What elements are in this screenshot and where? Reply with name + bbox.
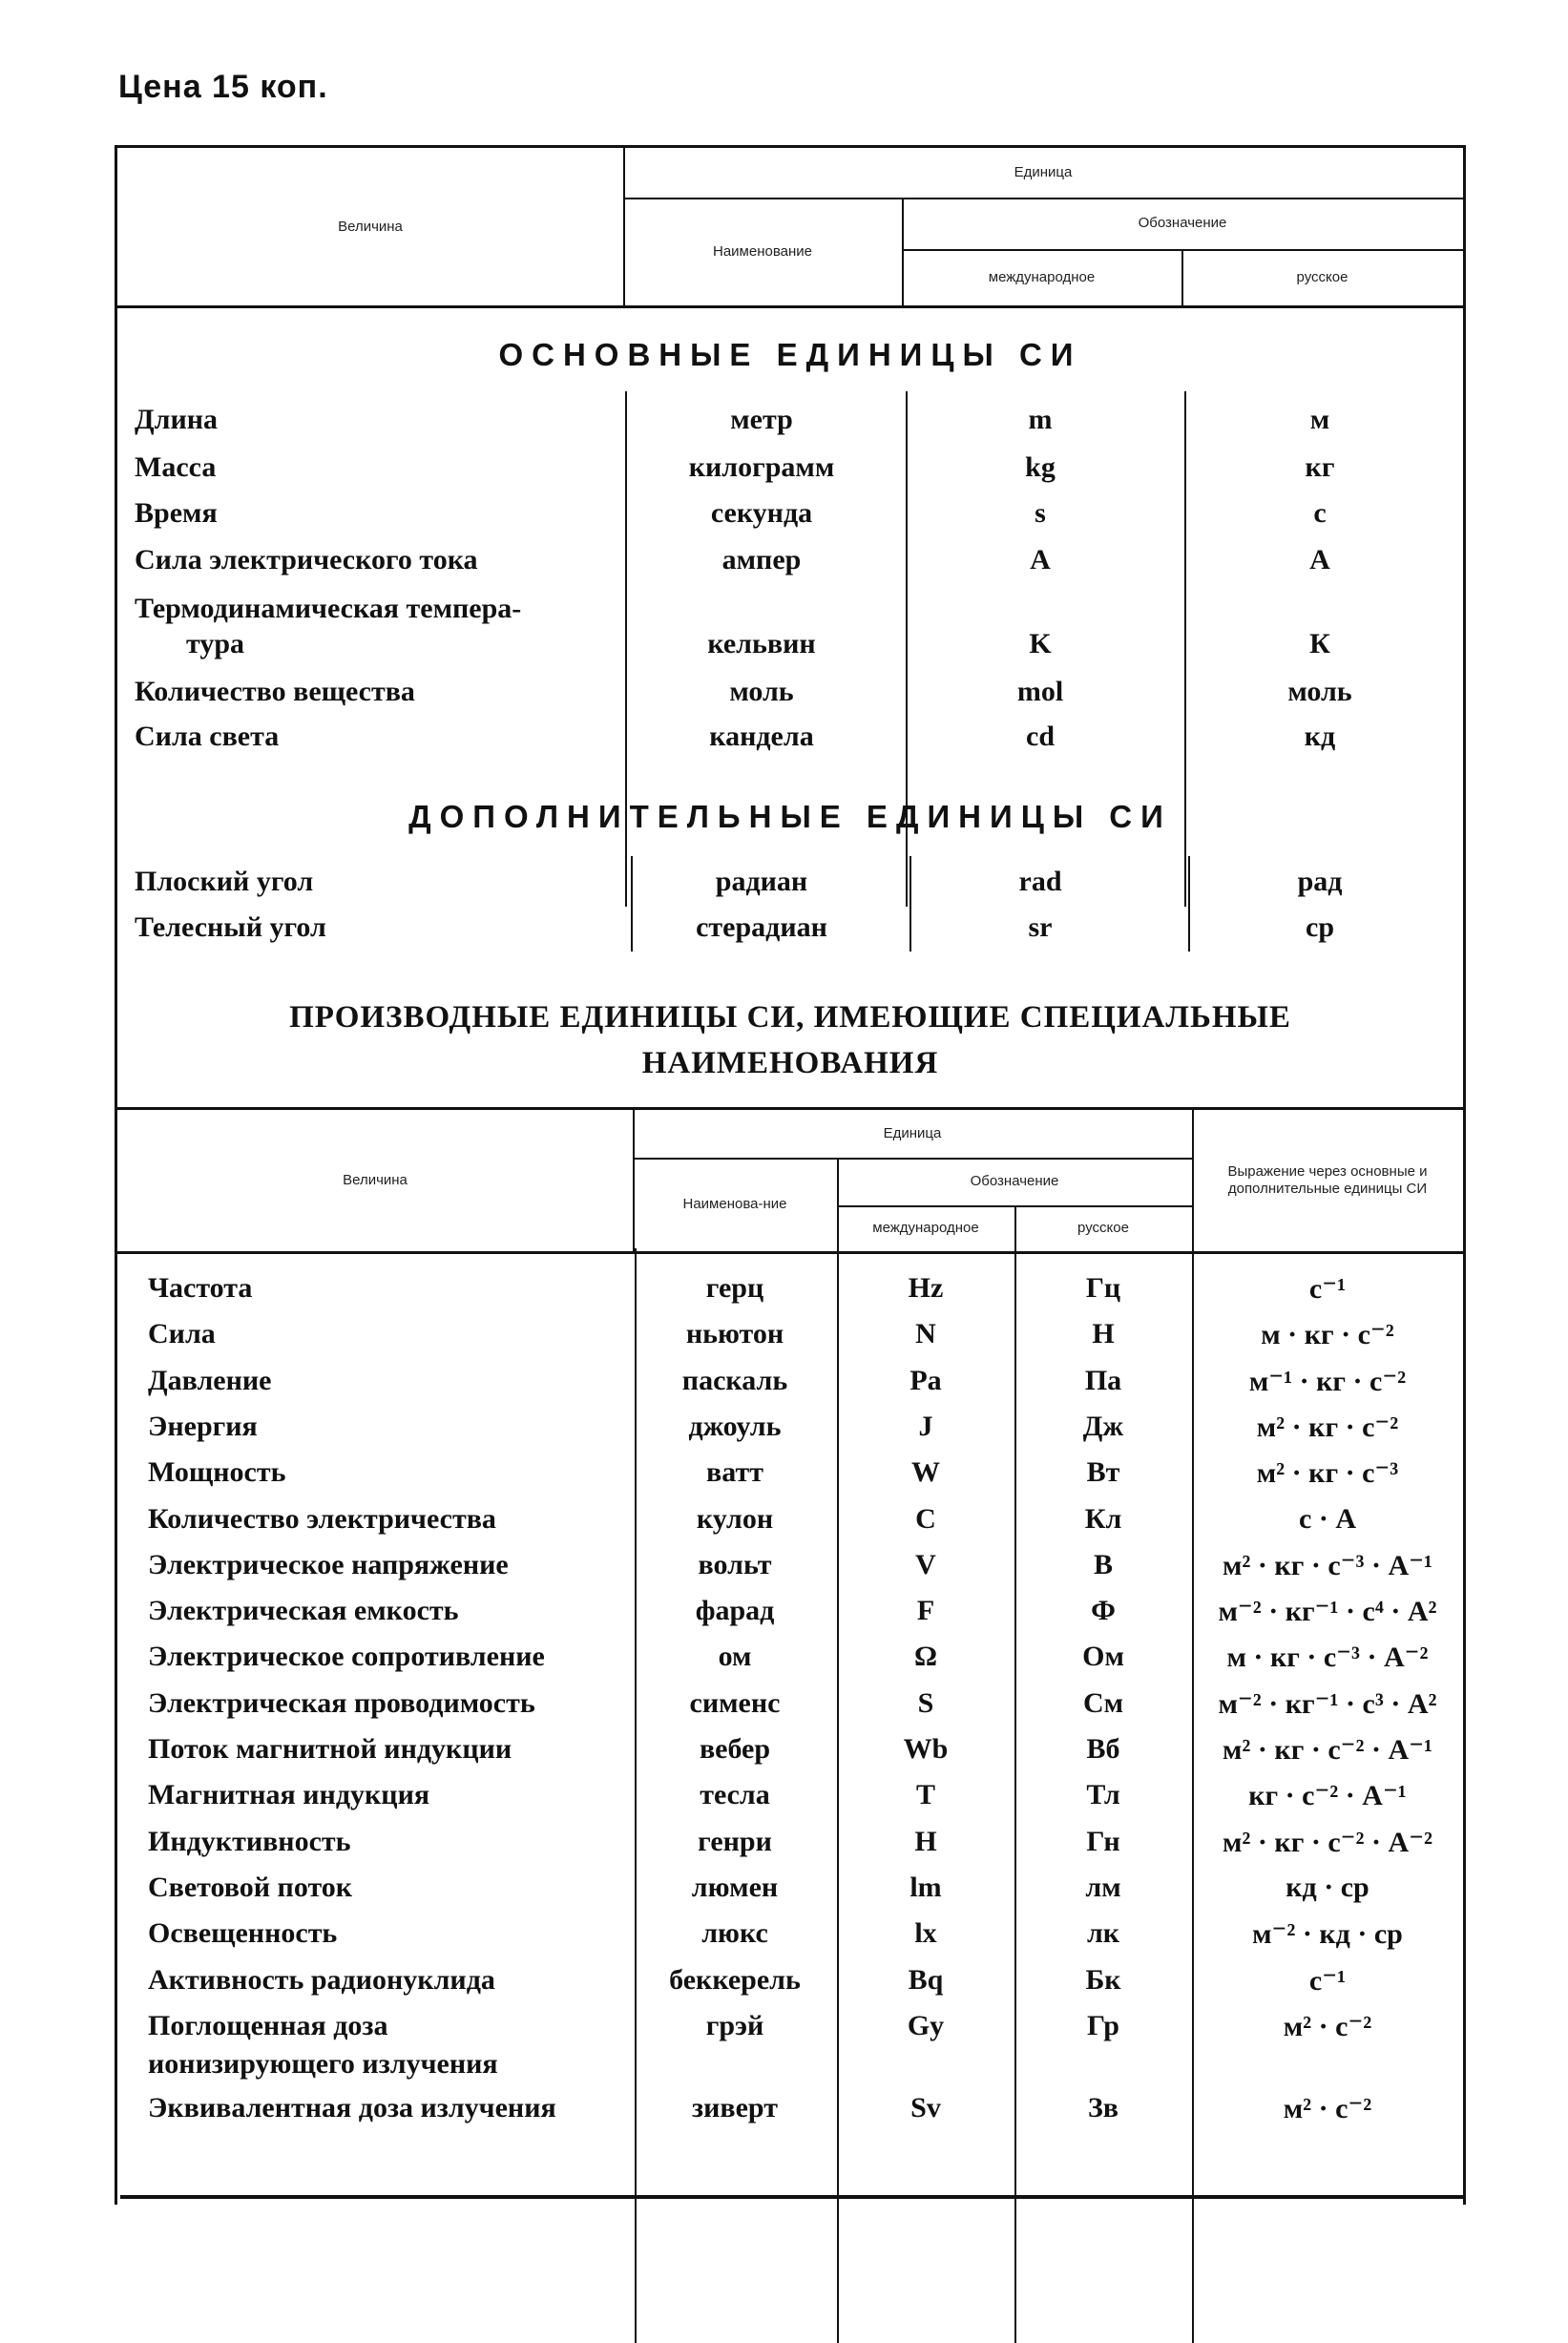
cell-e: м · кг · с⁻³ · А⁻²	[1226, 1642, 1429, 1674]
cell-i: Wb	[903, 1733, 949, 1765]
cell-q: Поглощенная доза	[148, 2009, 388, 2041]
table-row: Длина метр m м	[135, 404, 1330, 435]
cell-e: м² · кг · с⁻² · А⁻¹	[1223, 1734, 1432, 1766]
cell-q: Освещенность	[148, 1917, 338, 1950]
section-title-base: ОСНОВНЫЕ ЕДИНИЦЫ СИ	[498, 337, 1082, 372]
cell-r: Гц	[1085, 1272, 1121, 1304]
cell-q: Магнитная индукция	[148, 1779, 430, 1811]
cell-n: люмен	[691, 1871, 779, 1903]
cell-n: герц	[705, 1272, 764, 1304]
derived-header-designation: Обозначение	[970, 1173, 1059, 1189]
table-row	[117, 1272, 1463, 1318]
cell-n: сименс	[689, 1686, 781, 1719]
cell-r: Вт	[1086, 1456, 1120, 1489]
cell-i: C	[915, 1502, 936, 1535]
cell-i: lm	[909, 1871, 942, 1903]
cell-i: F	[916, 1595, 935, 1627]
cell-i: V	[915, 1548, 936, 1580]
cell-q: Активность радионуклида	[148, 1963, 495, 1996]
cell-n: ватт	[706, 1456, 763, 1489]
table-row: Масса килограмм kg кг	[135, 451, 1335, 483]
cell-r: Ом	[1082, 1641, 1124, 1673]
cell-r: Дж	[1082, 1410, 1124, 1442]
cell-i: lx	[914, 1917, 937, 1950]
cell-r: Вб	[1086, 1733, 1120, 1765]
table-row	[117, 1318, 1463, 1364]
cell-i: T	[915, 1779, 935, 1811]
cell-e: с⁻¹	[1308, 1964, 1347, 1997]
cell-n: вебер	[699, 1733, 771, 1765]
cell-e: с⁻¹	[1308, 1273, 1347, 1305]
table-row	[117, 1826, 1463, 1872]
derived-header-name: Наименова-ние	[682, 1196, 787, 1212]
cell-r: Гр	[1087, 2009, 1119, 2041]
derived-header-international: международное	[872, 1220, 979, 1236]
cell-r: Зв	[1087, 2091, 1119, 2123]
derived-header-expression: Выражение через основные и дополнительные единицы СИ	[1227, 1163, 1428, 1197]
cell-q: Электрическая проводимость	[148, 1686, 535, 1719]
section-title-derived-line2: НАИМЕНОВАНИЯ	[641, 1046, 939, 1080]
cell-i: Pa	[909, 1364, 942, 1396]
section-title-supplementary: ДОПОЛНИТЕЛЬНЫЕ ЕДИНИЦЫ СИ	[408, 799, 1172, 834]
cell-i: Sv	[910, 2091, 941, 2123]
cell-e: м⁻² · кг⁻¹ · с⁴ · А²	[1218, 1596, 1437, 1628]
cell-r: лк	[1086, 1917, 1120, 1950]
cell-e: м² · кг · с⁻² · А⁻²	[1223, 1826, 1432, 1858]
cell-i: Bq	[908, 1963, 944, 1996]
cell-n: ом	[718, 1641, 752, 1673]
cell-n: грэй	[705, 2009, 764, 2041]
table-row: Телесный угол стерадиан sr ср	[135, 911, 1334, 943]
table-row: Время секунда s с	[135, 497, 1327, 529]
cell-e: м² · кг · с⁻³ · А⁻¹	[1223, 1549, 1432, 1581]
cell-e: м⁻² · кг⁻¹ · с³ · А²	[1218, 1687, 1437, 1720]
cell-n: кулон	[696, 1502, 774, 1535]
cell-i: Gy	[907, 2009, 945, 2041]
cell-q: Электрическая емкость	[148, 1595, 459, 1627]
cell-q: Электрическое напряжение	[148, 1548, 509, 1580]
cell-r: Кл	[1084, 1502, 1122, 1535]
cell-e: м² · с⁻²	[1283, 2092, 1372, 2124]
table-row-continuation	[117, 2048, 1463, 2094]
cell-n: джоуль	[688, 1410, 782, 1442]
header-name: Наименование	[713, 242, 812, 260]
cell-n: фарад	[695, 1595, 775, 1627]
cell-q: Энергия	[148, 1410, 258, 1442]
derived-header-russian: русское	[1077, 1220, 1129, 1236]
cell-n: люкс	[701, 1917, 768, 1950]
cell-e: м² · кг · с⁻³	[1256, 1457, 1399, 1490]
cell-i: Hz	[908, 1272, 944, 1304]
cell-e: м² · с⁻²	[1283, 2010, 1372, 2042]
cell-q: Давление	[148, 1364, 272, 1396]
table-row	[117, 1733, 1463, 1779]
cell-n: тесла	[700, 1779, 770, 1811]
cell-r: Н	[1092, 1318, 1115, 1350]
table-row	[117, 1456, 1463, 1502]
cell-q: Сила	[148, 1318, 216, 1350]
table-row: Сила электрического тока ампер A А	[135, 544, 1330, 575]
table-row	[117, 2092, 1463, 2138]
cell-e: кд · ср	[1286, 1871, 1369, 1903]
cell-r: См	[1082, 1686, 1124, 1719]
cell-e: кг · с⁻² · А⁻¹	[1248, 1780, 1407, 1812]
header-unit: Единица	[1014, 164, 1073, 180]
derived-table-header	[117, 1107, 1463, 1254]
cell-i: W	[911, 1456, 940, 1489]
cell-e: м · кг · с⁻²	[1261, 1319, 1394, 1351]
cell-r: В	[1093, 1548, 1113, 1580]
cell-q: Количество электричества	[148, 1502, 496, 1535]
table-row: Термодинамическая темпера-	[135, 593, 522, 624]
cell-e: с · А	[1299, 1502, 1356, 1535]
cell-q: Световой поток	[148, 1871, 353, 1903]
cell-q: Частота	[148, 1272, 253, 1304]
table-row: Количество вещества моль mol моль	[135, 676, 1352, 707]
header-international: международное	[988, 268, 1096, 285]
cell-r: Тл	[1086, 1779, 1120, 1811]
table-row	[117, 1872, 1463, 1917]
table-row	[117, 1964, 1463, 2010]
table-row	[117, 1641, 1463, 1686]
header-quantity: Величина	[338, 218, 403, 235]
bottom-rule	[120, 2195, 1466, 2199]
cell-q2: ионизирующего излучения	[148, 2047, 498, 2080]
header-designation: Обозначение	[1138, 215, 1227, 231]
cell-e: м⁻² · кд · ср	[1252, 1918, 1403, 1951]
derived-header-unit: Единица	[883, 1125, 942, 1141]
cell-q: Индуктивность	[148, 1825, 351, 1857]
cell-i: N	[915, 1318, 936, 1350]
cell-r: Гн	[1086, 1825, 1120, 1857]
table-row	[117, 1503, 1463, 1549]
cell-n: беккерель	[669, 1963, 801, 1996]
header-russian: русское	[1296, 268, 1348, 285]
cell-q: Поток магнитной индукции	[148, 1733, 512, 1765]
cell-q: Электрическое сопротивление	[148, 1641, 545, 1673]
cell-r: Па	[1084, 1364, 1122, 1396]
cell-e: м² · кг · с⁻²	[1256, 1411, 1399, 1443]
table-row: Плоский угол радиан rad рад	[135, 866, 1343, 897]
cell-n: зиверт	[692, 2091, 778, 2123]
cell-n: ньютон	[685, 1318, 784, 1350]
cell-i: S	[917, 1686, 934, 1719]
cell-r: лм	[1085, 1871, 1121, 1903]
table-row	[117, 1595, 1463, 1641]
cell-r: Ф	[1091, 1595, 1116, 1627]
cell-n: генри	[698, 1825, 772, 1857]
cell-n: паскаль	[681, 1364, 788, 1396]
cell-e: м⁻¹ · кг · с⁻²	[1248, 1365, 1407, 1397]
cell-q: Эквивалентная доза излучения	[148, 2091, 556, 2123]
section-title-derived-line1: ПРОИЗВОДНЫЕ ЕДИНИЦЫ СИ, ИМЕЮЩИЕ СПЕЦИАЛЬНЫЕ	[289, 1000, 1291, 1035]
cell-i: H	[914, 1825, 937, 1857]
cell-r: Бк	[1085, 1963, 1121, 1996]
price-label: Цена 15 коп.	[118, 69, 328, 105]
cell-q: Мощность	[148, 1456, 286, 1489]
table-row	[117, 1687, 1463, 1733]
table-row: тура кельвин K К	[186, 628, 1330, 659]
table-row	[117, 1779, 1463, 1825]
table-header	[117, 148, 1463, 308]
cell-n: вольт	[698, 1548, 772, 1580]
cell-i: Ω	[913, 1641, 938, 1673]
table-row	[117, 1549, 1463, 1595]
si-units-table	[115, 145, 1466, 2205]
derived-header-quantity: Величина	[343, 1172, 408, 1188]
table-row	[117, 1411, 1463, 1456]
table-row	[117, 1917, 1463, 1963]
table-row	[117, 1365, 1463, 1411]
cell-i: J	[918, 1410, 933, 1442]
table-row: Сила света кандела cd кд	[135, 721, 1336, 752]
